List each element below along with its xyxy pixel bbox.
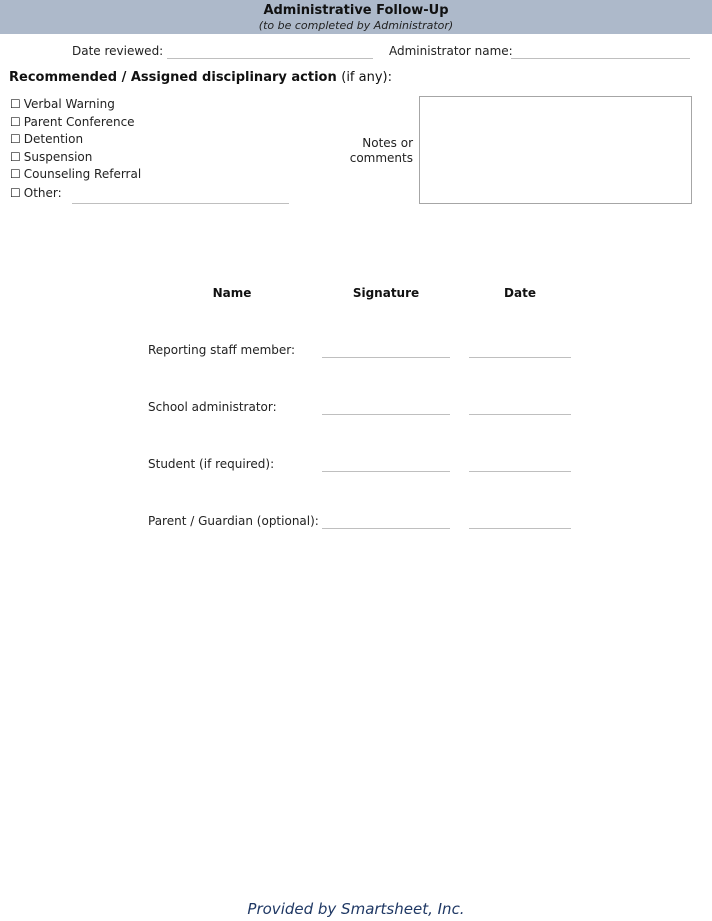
date-reviewed-label: Date reviewed: [72,44,164,58]
row-label-parent-guardian: Parent / Guardian (optional): [148,514,319,528]
option-detention[interactable] [10,132,83,146]
checkbox-icon[interactable]: ☐ [10,97,21,111]
checkbox-icon[interactable]: ☐ [10,150,21,164]
row-label-school-administrator: School administrator: [148,400,277,414]
column-header-date: Date [504,286,536,300]
row-label-student: Student (if required): [148,457,275,471]
option-other[interactable] [10,186,62,200]
section-header [0,0,712,34]
column-header-name: Name [212,286,252,300]
option-label: Detention [23,132,84,146]
option-label: Other: [23,186,62,200]
option-label: Verbal Warning [23,97,115,111]
section-subtitle: (to be completed by Administrator) [258,19,454,32]
checkbox-icon[interactable]: ☐ [10,167,21,181]
checkbox-icon[interactable]: ☐ [10,186,21,200]
administrator-name-field[interactable] [511,58,690,59]
date-reviewed-field[interactable] [167,58,373,59]
option-counseling-referral[interactable] [10,167,141,181]
disciplinary-heading-suffix: (if any): [341,70,392,85]
option-parent-conference[interactable] [10,115,135,129]
signature-field-reporting-staff[interactable] [322,357,450,358]
other-field[interactable] [72,203,289,204]
date-field-parent-guardian[interactable] [469,528,571,529]
disciplinary-heading-text: Recommended / Assigned disciplinary action [9,70,337,85]
option-verbal-warning[interactable] [10,97,115,111]
notes-label-line2: comments [349,151,413,165]
option-label: Suspension [23,150,93,164]
date-field-student[interactable] [469,471,571,472]
date-field-reporting-staff[interactable] [469,357,571,358]
signature-field-school-administrator[interactable] [322,414,450,415]
footer-credit: Provided by Smartsheet, Inc. [247,900,465,918]
section-title: Administrative Follow-Up [263,3,449,18]
disciplinary-heading [9,70,392,85]
option-label: Counseling Referral [23,167,142,181]
option-suspension[interactable] [10,150,92,164]
notes-textarea[interactable] [419,96,692,204]
option-label: Parent Conference [23,115,135,129]
administrator-name-label: Administrator name: [389,44,513,58]
column-header-signature: Signature [352,286,420,300]
checkbox-icon[interactable]: ☐ [10,115,21,129]
notes-label-line1: Notes or [362,136,413,150]
row-label-reporting-staff: Reporting staff member: [148,343,296,357]
signature-field-student[interactable] [322,471,450,472]
signature-field-parent-guardian[interactable] [322,528,450,529]
checkbox-icon[interactable]: ☐ [10,132,21,146]
date-field-school-administrator[interactable] [469,414,571,415]
notes-label [340,136,413,166]
